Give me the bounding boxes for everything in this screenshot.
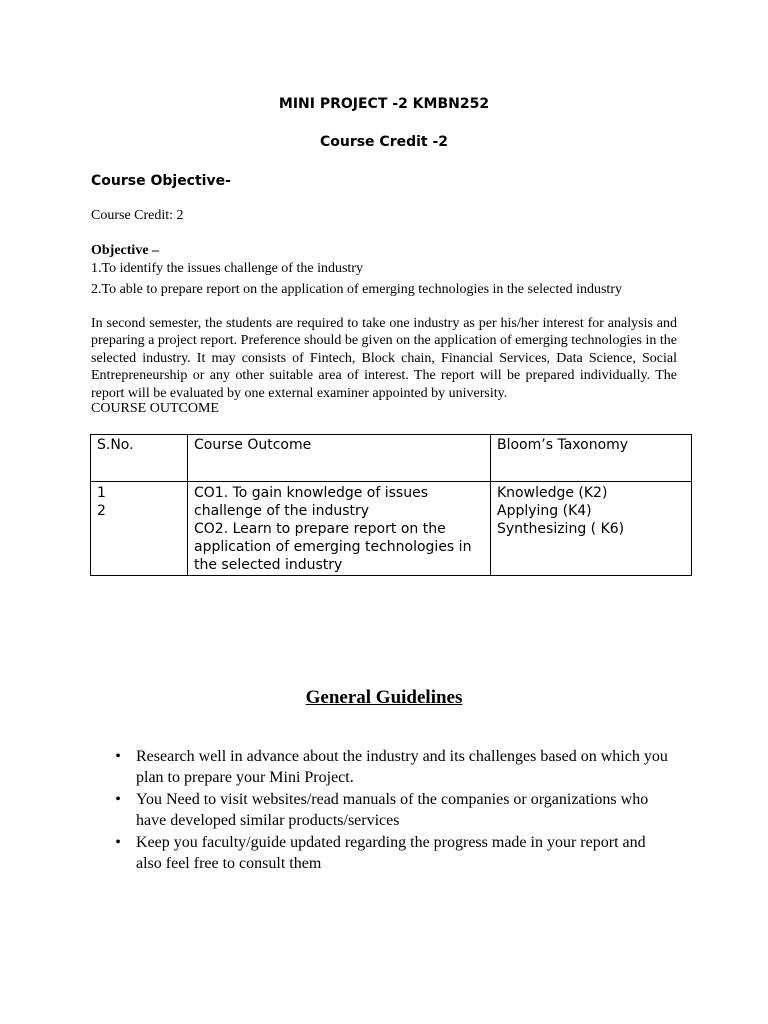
general-guidelines-heading: General Guidelines: [305, 687, 463, 708]
bullet-icon: •: [115, 791, 121, 808]
guideline-text: You Need to visit websites/read manuals of the companies or organizations who have developed similar products/services: [136, 791, 649, 829]
objective-item: 1.To identify the issues challenge of the industry: [91, 261, 363, 276]
guideline-text: Research well in advance about the industry and its challenges based on which you plan to prepare your Mini Project.: [136, 748, 668, 786]
objective-label: Objective –: [91, 243, 160, 258]
course-objective-heading: Course Objective-: [91, 173, 231, 189]
course-credit-line: Course Credit: 2: [91, 208, 184, 223]
table-header-row: [91, 435, 692, 482]
taxonomy-item: Synthesizing ( K6): [497, 521, 625, 537]
bullet-icon: •: [115, 834, 121, 851]
list-item: [112, 789, 672, 831]
taxonomy-item: Applying (K4): [497, 503, 592, 519]
course-outcome-table: [90, 434, 692, 576]
list-item: [112, 746, 672, 788]
outcome-item: CO2. Learn to prepare report on the application of emerging technologies in the selected industry: [194, 521, 472, 573]
guidelines-list: [112, 746, 672, 875]
header-course-outcome: Course Outcome: [188, 435, 491, 482]
taxonomy-item: Knowledge (K2): [497, 485, 608, 501]
document-title: MINI PROJECT -2 KMBN252: [278, 96, 490, 112]
objective-item: 2.To able to prepare report on the application of emerging technologies in the selected industry: [91, 282, 622, 297]
taxonomy-cell: [491, 482, 692, 576]
course-credit-heading: Course Credit -2: [319, 134, 449, 150]
bullet-icon: •: [115, 748, 121, 765]
course-outcome-label: COURSE OUTCOME: [91, 401, 219, 416]
sno-value: 1: [97, 485, 106, 501]
outcome-cell: [188, 482, 491, 576]
sno-value: 2: [97, 503, 106, 519]
list-item: [112, 832, 672, 874]
guideline-text: Keep you faculty/guide updated regarding the progress made in your report and also feel free to consult them: [136, 834, 646, 872]
header-sno: S.No.: [91, 435, 188, 482]
outcome-item: CO1. To gain knowledge of issues challenge of the industry: [194, 485, 429, 519]
table-row: [91, 482, 692, 576]
description-paragraph: In second semester, the students are required to take one industry as per his/her interest for analysis and preparing a project report. Preference should be given on the application of emerging technologies in the selected industry. It may consists of Fintech, Block chain, Financial Services, Data Science, Social Entrepreneurship or any other suitable area of interest. The report will be prepared individually. The report will be evaluated by one external examiner appointed by university.: [91, 316, 677, 401]
sno-cell: [91, 482, 188, 576]
header-blooms-taxonomy: Bloom’s Taxonomy: [491, 435, 692, 482]
